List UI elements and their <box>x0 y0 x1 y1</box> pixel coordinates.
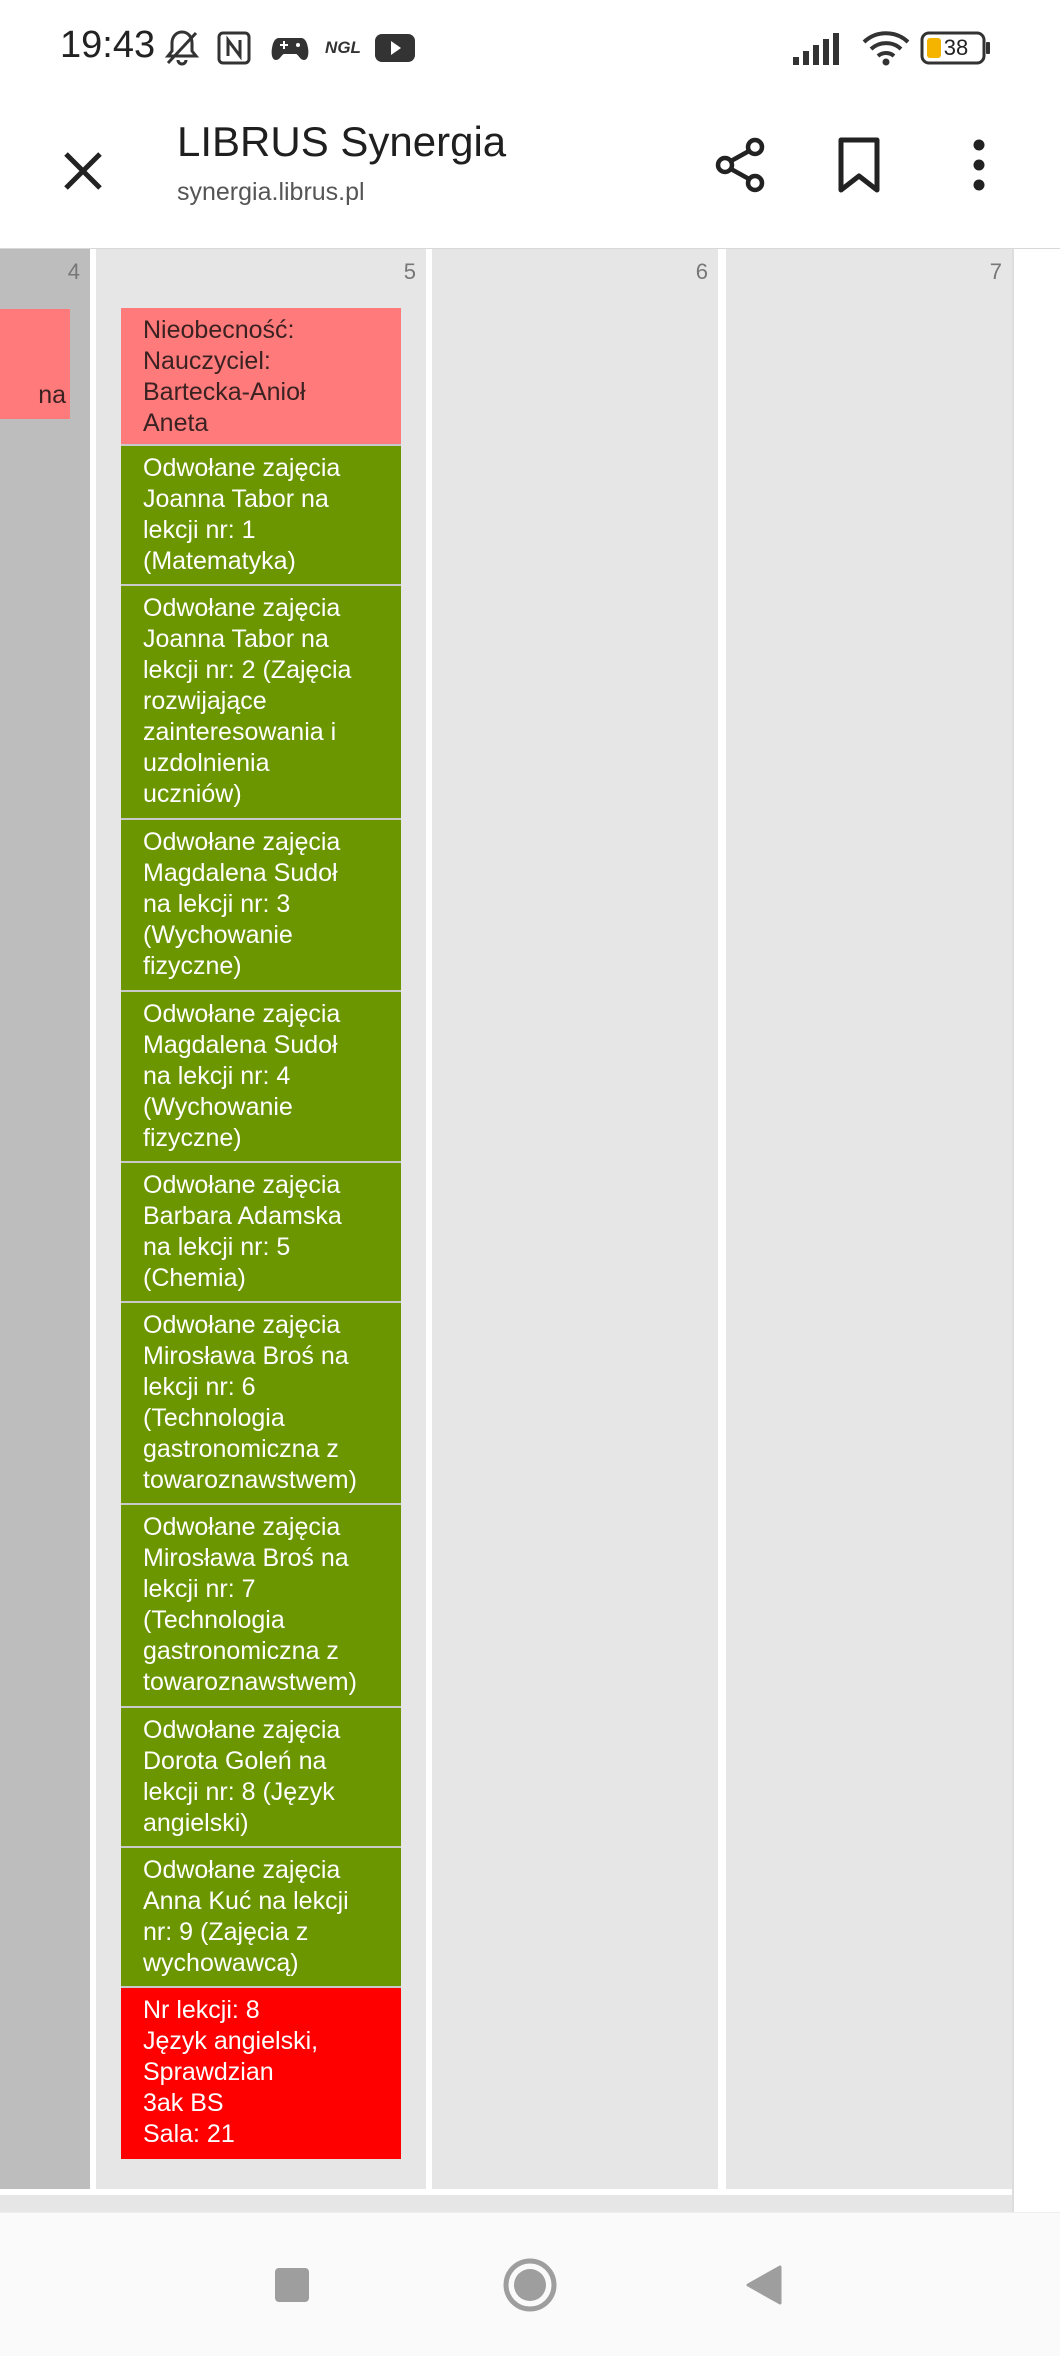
recents-icon <box>273 2266 311 2304</box>
event-cancelled-lesson[interactable]: Odwołane zajęcia Joanna Tabor na lekcji nr: 2 (Zajęcia rozwijające zainteresowania i uzdolnienia uczniów) <box>121 586 401 820</box>
youtube-icon <box>373 28 417 68</box>
event-cancelled-lesson[interactable]: Odwołane zajęcia Mirosława Broś na lekcji nr: 6 (Technologia gastronomiczna z towaroznawstwem) <box>121 1303 401 1505</box>
close-button[interactable] <box>48 136 118 206</box>
calendar-view[interactable] <box>0 249 1060 2212</box>
status-bar <box>0 0 1060 100</box>
event-text: na <box>38 381 66 409</box>
event-cancelled-lesson[interactable]: Odwołane zajęcia Magdalena Sudoł na lekcji nr: 3 (Wychowanie fizyczne) <box>121 820 401 992</box>
event-cancelled-lesson[interactable]: Odwołane zajęcia Magdalena Sudoł na lekcji nr: 4 (Wychowanie fizyczne) <box>121 992 401 1163</box>
event-absence-partial[interactable] <box>0 309 70 419</box>
day-number: 6 <box>695 259 708 284</box>
battery-icon <box>920 28 992 68</box>
system-nav-bar <box>0 2212 1060 2356</box>
back-button[interactable] <box>734 2255 794 2315</box>
bookmark-icon <box>835 136 883 194</box>
game-controller-icon <box>270 28 310 68</box>
event-test[interactable]: Nr lekcji: 8 Język angielski, Sprawdzian 3ak BS Sala: 21 <box>121 1988 401 2159</box>
event-cancelled-lesson[interactable]: Odwołane zajęcia Mirosława Broś na lekcji nr: 7 (Technologia gastronomiczna z towaroznawstwem) <box>121 1505 401 1708</box>
day-number: 5 <box>403 259 416 284</box>
bell-off-icon <box>162 28 202 68</box>
clock: 19:43 <box>60 24 156 66</box>
wifi-icon <box>860 28 912 68</box>
page-url[interactable]: synergia.librus.pl <box>177 178 365 206</box>
day-number: 7 <box>989 259 1002 284</box>
back-icon <box>744 2264 784 2306</box>
recents-button[interactable] <box>262 2255 322 2315</box>
home-button[interactable] <box>500 2255 560 2315</box>
battery-level: 38 <box>943 35 969 60</box>
next-week-row <box>0 2195 1012 2212</box>
page-title: LIBRUS Synergia <box>177 118 507 165</box>
event-cancelled-lesson[interactable]: Odwołane zajęcia Dorota Goleń na lekcji nr: 8 (Język angielski) <box>121 1708 401 1848</box>
event-cancelled-lesson[interactable]: Odwołane zajęcia Joanna Tabor na lekcji nr: 1 (Matematyka) <box>121 446 401 586</box>
event-absence[interactable]: Nieobecność: Nauczyciel: Bartecka-Anioł Aneta <box>121 308 401 446</box>
more-menu-button[interactable] <box>944 130 1014 200</box>
share-button[interactable] <box>706 130 776 200</box>
event-cancelled-lesson[interactable]: Odwołane zajęcia Barbara Adamska na lekcji nr: 5 (Chemia) <box>121 1163 401 1303</box>
home-icon <box>502 2257 558 2313</box>
browser-header <box>0 100 1060 250</box>
day-column[interactable] <box>96 249 426 2189</box>
close-icon <box>60 148 106 194</box>
calendar-edge <box>1012 249 1060 2212</box>
ngl-icon: NGL <box>325 38 361 57</box>
day-column[interactable] <box>0 249 90 2189</box>
share-icon <box>711 135 771 195</box>
event-cancelled-lesson[interactable]: Odwołane zajęcia Anna Kuć na lekcji nr: 9 (Zajęcia z wychowawcą) <box>121 1848 401 1988</box>
day-column[interactable] <box>726 249 1012 2189</box>
bookmark-button[interactable] <box>824 130 894 200</box>
more-vert-icon <box>969 137 989 193</box>
day-column[interactable] <box>432 249 718 2189</box>
signal-icon <box>790 28 840 68</box>
nfc-icon <box>214 28 254 68</box>
day-number: 4 <box>67 259 80 284</box>
